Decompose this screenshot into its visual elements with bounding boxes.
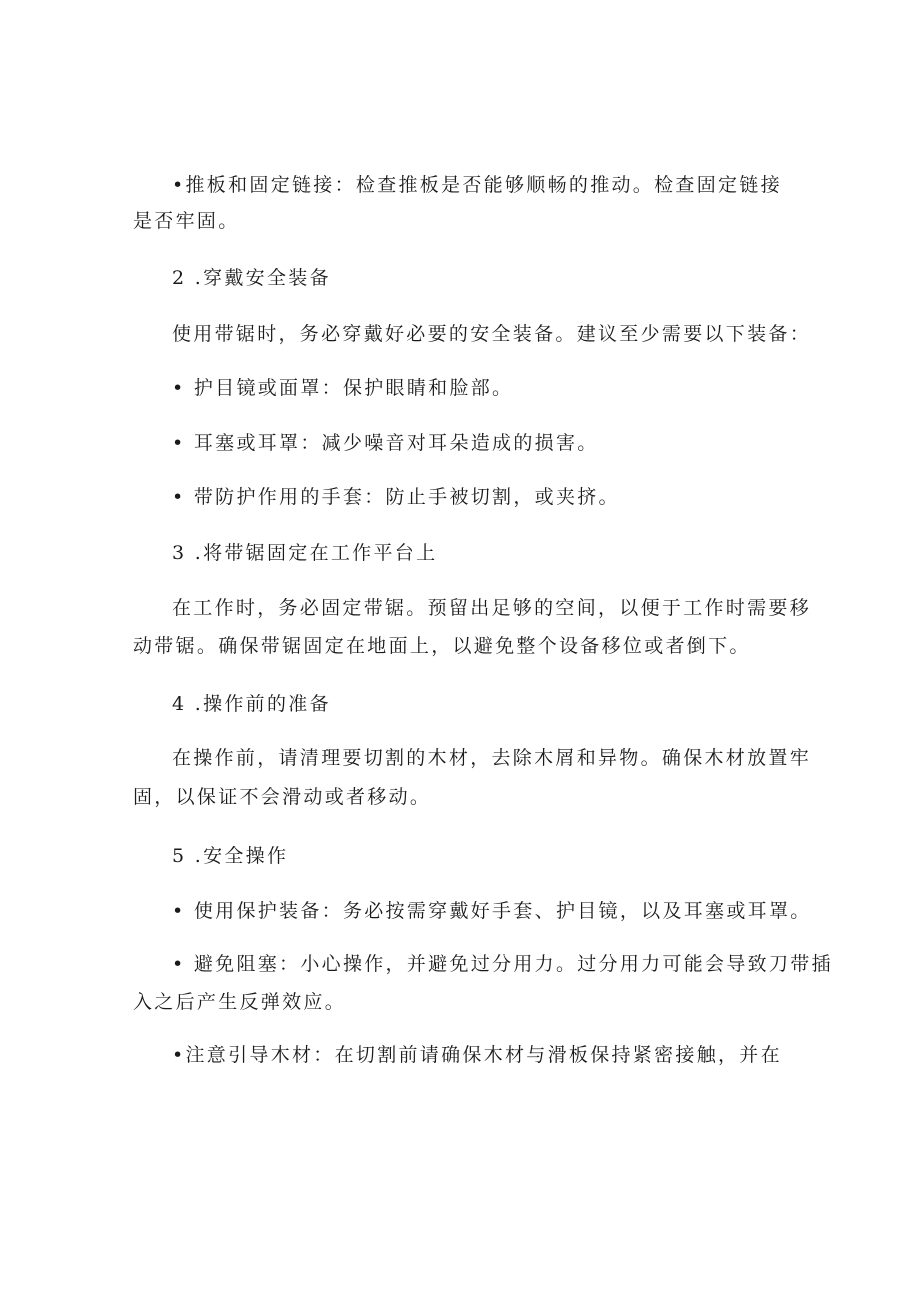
section4-para-line2: 固，以保证不会滑动或者移动。 <box>133 786 432 808</box>
section3-heading: 3 .将带锯固定在工作平台上 <box>172 542 438 564</box>
section5-item-guide-wood-line1: •注意引导木材：在切割前请确保木材与滑板保持紧密接触，并在 <box>172 1044 782 1066</box>
section2-item-earplugs: • 耳塞或耳罩：减少噪音对耳朵造成的损害。 <box>172 432 599 454</box>
bullet-pusher-line2: 是否牢固。 <box>133 210 240 232</box>
section5-heading: 5 .安全操作 <box>172 845 289 867</box>
section5-item-protection: • 使用保护装备：务必按需穿戴好手套、护目镜，以及耳塞或耳罩。 <box>172 900 812 922</box>
section5-item-avoid-jam-line2: 入之后产生反弹效应。 <box>133 991 347 1013</box>
section2-intro: 使用带锯时，务必穿戴好必要的安全装备。建议至少需要以下装备： <box>172 323 812 345</box>
section4-heading: 4 .操作前的准备 <box>172 693 331 715</box>
section2-item-gloves: • 带防护作用的手套：防止手被切割，或夹挤。 <box>172 486 620 508</box>
section2-heading: 2 .穿戴安全装备 <box>172 267 331 289</box>
section5-item-avoid-jam-line1: • 避免阻塞：小心操作，并避免过分用力。过分用力可能会导致刀带插 <box>172 953 833 975</box>
section2-item-goggles: • 护目镜或面罩：保护眼睛和脸部。 <box>172 377 514 399</box>
section3-para-line1: 在工作时，务必固定带锯。预留出足够的空间，以便于工作时需要移 <box>172 597 812 619</box>
section4-para-line1: 在操作前，请清理要切割的木材，去除木屑和异物。确保木材放置牢 <box>172 747 812 769</box>
bullet-pusher-line1: •推板和固定链接：检查推板是否能够顺畅的推动。检查固定链接 <box>172 174 782 196</box>
section3-para-line2: 动带锯。确保带锯固定在地面上，以避免整个设备移位或者倒下。 <box>133 635 751 657</box>
